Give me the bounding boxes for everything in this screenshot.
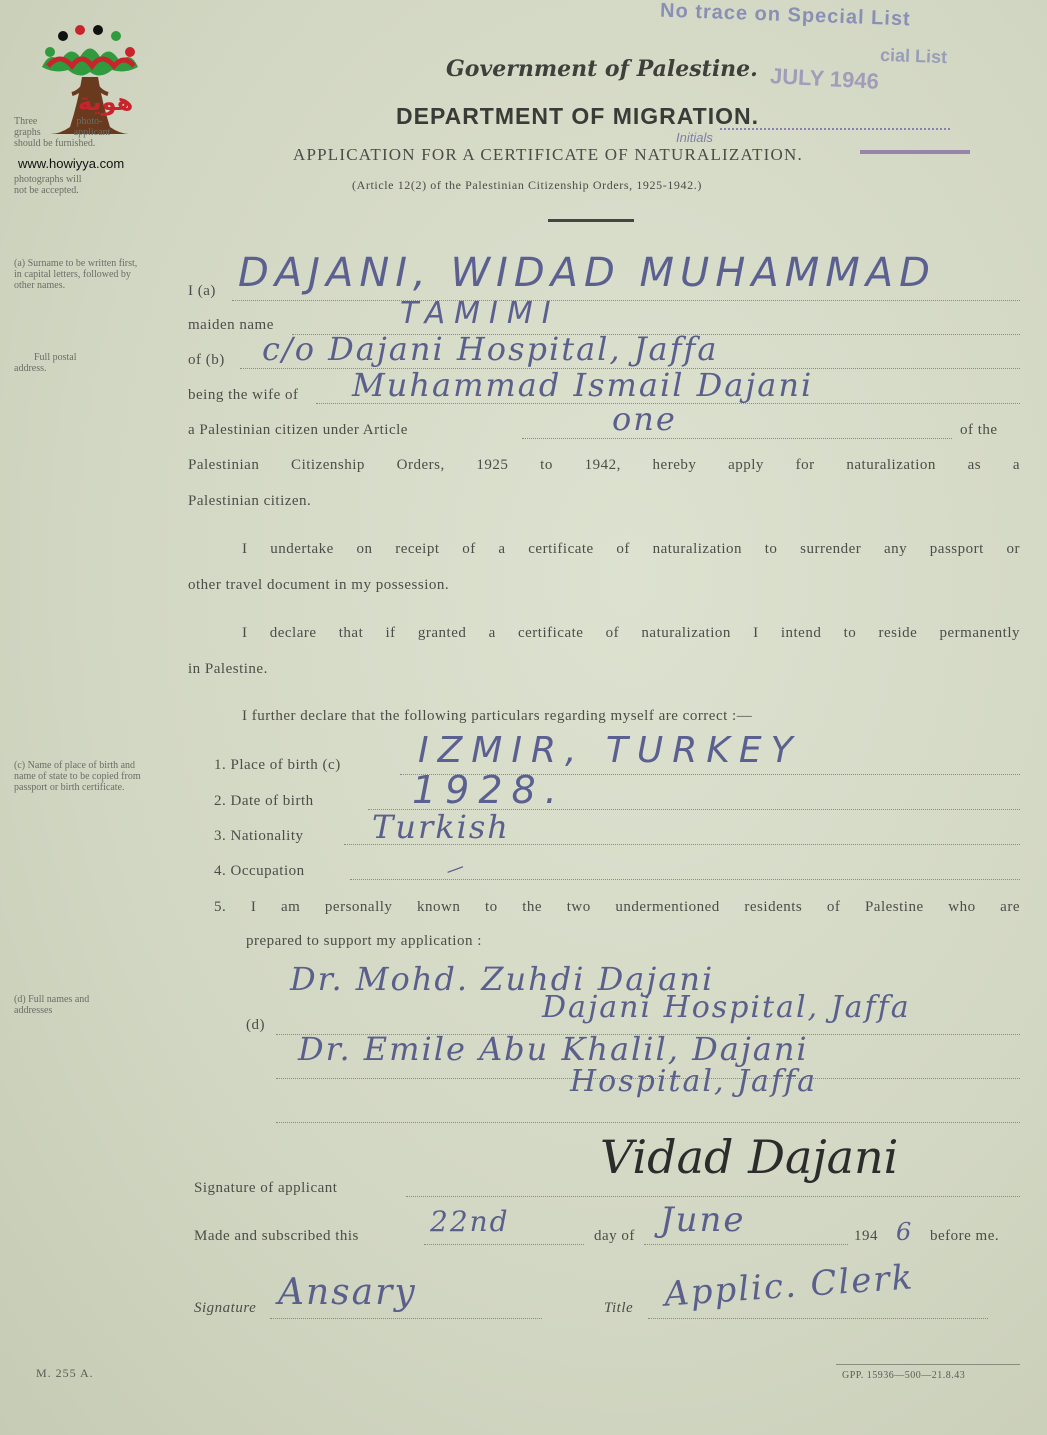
made-day-value: 22nd	[430, 1205, 510, 1238]
year-prefix: 194	[854, 1228, 878, 1244]
para1-line2: Palestinian Citizenship Orders, 1925 to 1942, hereby apply for naturalization as a	[188, 457, 1020, 473]
para3-line1: I declare that if granted a certificate of naturalization I intend to reside permanently	[242, 625, 1020, 641]
day-of-label: day of	[594, 1228, 635, 1244]
title-label: Title	[604, 1300, 634, 1316]
name-line	[232, 300, 1020, 301]
application-title: APPLICATION FOR A CERTIFICATE OF NATURALIZATION.	[293, 145, 803, 164]
signature-applicant-line	[406, 1196, 1020, 1197]
year-digit-value: 6	[896, 1218, 914, 1246]
photo-note-l3: graphs	[14, 127, 41, 138]
officer-signature: Ansary	[278, 1272, 417, 1313]
maiden-name-value: TAMIMI	[400, 296, 560, 331]
photo-note-l2: photo-	[76, 116, 103, 127]
header-divider	[548, 219, 634, 222]
photo-note-l5: should be furnished.	[14, 138, 96, 149]
initials-stamp: Initials	[676, 130, 713, 145]
photo-note-l1: Three	[14, 116, 38, 127]
printer-reference: GPP. 15936—500—21.8.43	[842, 1370, 966, 1381]
title-line	[648, 1318, 988, 1319]
referee2-name: Dr. Emile Abu Khalil, Dajani	[298, 1030, 809, 1068]
watermark-url: www.howiyya.com	[18, 156, 125, 171]
maiden-name-label: maiden name	[188, 317, 274, 333]
signature-officer-label: Signature	[194, 1300, 257, 1316]
stamp-strike	[860, 150, 970, 154]
item5-line2: prepared to support my application :	[246, 933, 482, 949]
occupation-label: 4. Occupation	[214, 863, 305, 879]
printer-reference-rule	[836, 1364, 1020, 1365]
postal-note: Full postal address.	[14, 352, 77, 374]
before-me-label: before me.	[930, 1228, 1000, 1244]
article-label: a Palestinian citizen under Article	[188, 422, 408, 438]
referee2-address: Hospital, Jaffa	[570, 1064, 818, 1099]
d-label: (d)	[246, 1017, 265, 1033]
of-the-label: of the	[960, 422, 998, 438]
article-subtitle: (Article 12(2) of the Palestinian Citizenship Orders, 1925-1942.)	[352, 178, 702, 192]
photo-note-l4: applicant	[73, 127, 111, 138]
signature-officer-line	[270, 1318, 542, 1319]
form-number: M. 255 A.	[36, 1366, 94, 1380]
nationality-label: 3. Nationality	[214, 828, 304, 844]
place-of-birth-value: IZMIR, TURKEY	[418, 730, 802, 771]
i-a-label: I (a)	[188, 283, 216, 299]
officer-title-value: Applic. Clerk	[662, 1257, 916, 1315]
applicant-name-value: DAJANI, WIDAD MUHAMMAD	[238, 250, 936, 296]
referee-line-3	[276, 1122, 1020, 1123]
husband-value: Muhammad Ismail Dajani	[352, 366, 814, 404]
made-day-line	[424, 1244, 584, 1245]
article-value: one	[612, 400, 677, 438]
date-stamp: JULY 1946	[769, 63, 880, 94]
nationality-value: Turkish	[372, 808, 510, 846]
occupation-value: —	[443, 855, 469, 882]
of-b-label: of (b)	[188, 352, 225, 368]
referee1-address: Dajani Hospital, Jaffa	[542, 990, 911, 1025]
applicant-signature: Vidad Dajani	[600, 1130, 899, 1184]
item5-line1: 5. I am personally known to the two undermentioned residents of Palestine who are	[214, 899, 1020, 915]
para1-line3: Palestinian citizen.	[188, 493, 312, 509]
watermark-arabic: هوية	[78, 88, 134, 116]
birth-note: (c) Name of place of birth and name of state to be copied from passport or birth certificate.	[14, 760, 141, 793]
government-title: Government of Palestine.	[446, 56, 758, 82]
made-month-value: June	[660, 1200, 746, 1240]
wife-of-label: being the wife of	[188, 387, 299, 403]
para2-line2: other travel document in my possession.	[188, 577, 450, 593]
department-title: DEPARTMENT OF MIGRATION.	[396, 103, 760, 129]
article-line	[522, 438, 952, 439]
month-line	[644, 1244, 848, 1245]
photo-note-l7: not be accepted.	[14, 185, 79, 196]
made-subscribed-label: Made and subscribed this	[194, 1228, 359, 1244]
names-note: (d) Full names and addresses	[14, 994, 90, 1016]
referee1-name: Dr. Mohd. Zuhdi Dajani	[290, 960, 715, 998]
photo-note-bottom	[14, 174, 134, 196]
address-value: c/o Dajani Hospital, Jaffa	[262, 330, 719, 368]
surname-note: (a) Surname to be written first, in capital letters, followed by other names.	[14, 258, 138, 291]
no-trace-stamp: No trace on Special List	[659, 0, 912, 31]
signature-applicant-label: Signature of applicant	[194, 1180, 338, 1196]
para3-line2: in Palestine.	[188, 661, 268, 677]
para4: I further declare that the following particulars regarding myself are correct :—	[242, 708, 753, 724]
place-of-birth-label: 1. Place of birth (c)	[214, 757, 341, 773]
date-of-birth-label: 2. Date of birth	[214, 793, 314, 809]
photo-note	[14, 116, 154, 149]
date-of-birth-value: 1928.	[412, 768, 566, 812]
para2-line1: I undertake on receipt of a certificate of naturalization to surrender any passport or	[242, 541, 1020, 557]
special-list-stamp-overlap: cial List	[879, 44, 948, 68]
photo-note-l6: photographs will	[14, 174, 82, 185]
